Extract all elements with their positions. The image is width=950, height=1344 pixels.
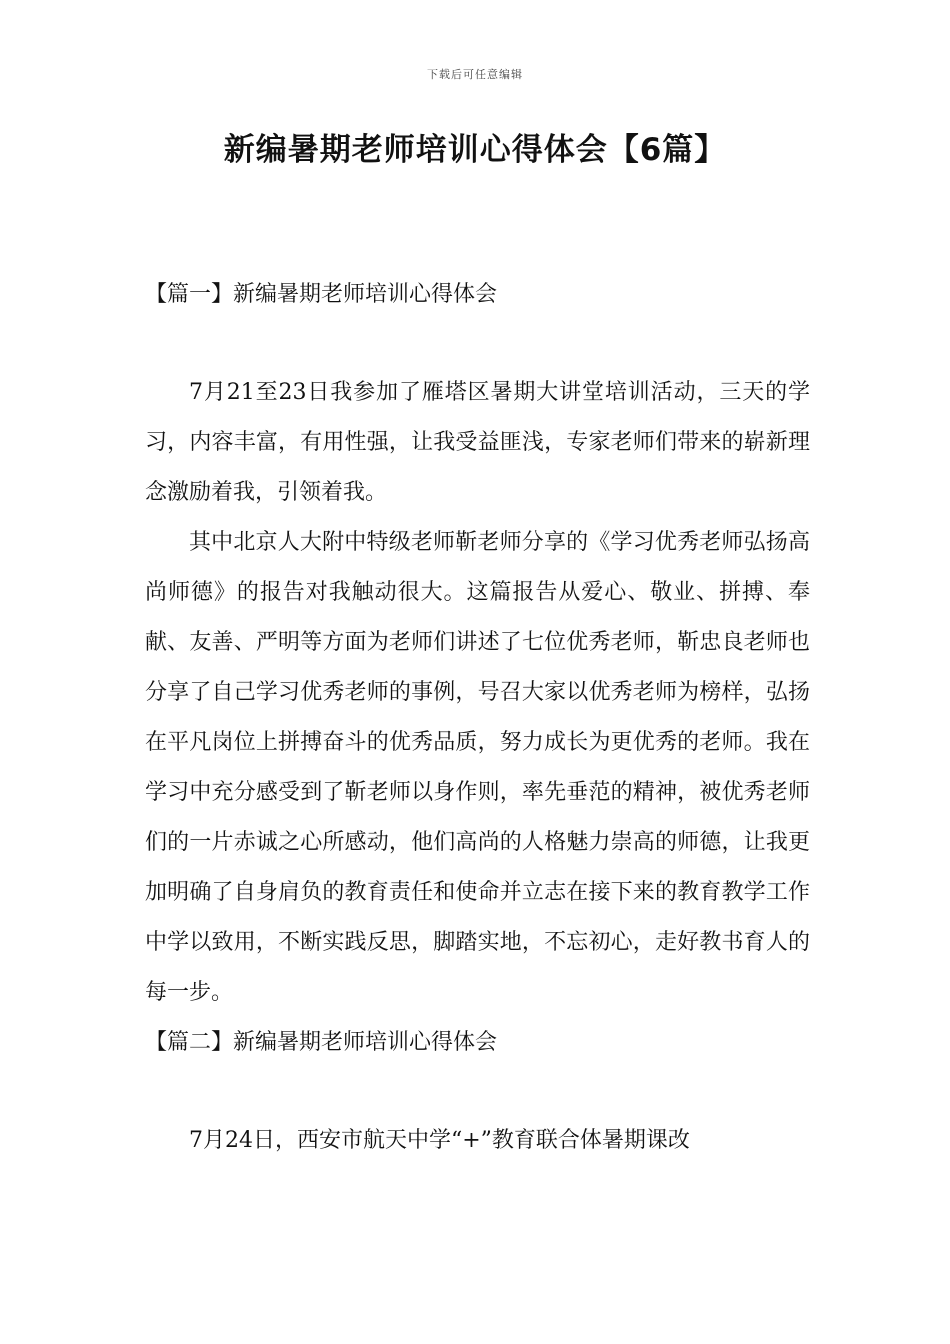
- document-body: [145, 270, 810, 1166]
- section-1-paragraph-1: 7月21至23日我参加了雁塔区暑期大讲堂培训活动，三天的学习，内容丰富，有用性强，让我受益匪浅，专家老师们带来的崭新理念激励着我，引领着我。: [145, 380, 810, 505]
- spacer: [145, 320, 810, 368]
- section-1-paragraph-2: 其中北京人大附中特级老师靳老师分享的《学习优秀老师弘扬高尚师德》的报告对我触动很大。这篇报告从爱心、敬业、拼搏、奉献、友善、严明等方面为老师们讲述了七位优秀老师，靳忠良老师也分享了自己学习优秀老师的事例，号召大家以优秀老师为榜样，弘扬在平凡岗位上拼搏奋斗的优秀品质，努力成长为更优秀的老师。我在学习中充分感受到了靳老师以身作则，率先垂范的精神，被优秀老师们的一片赤诚之心所感动，他们高尚的人格魅力崇高的师德，让我更加明确了自身肩负的教育责任和使命并立志在接下来的教育教学工作中学以致用，不断实践反思，脚踏实地，不忘初心，走好教书育人的每一步。: [145, 530, 810, 1005]
- header-note: 下载后可任意编辑: [427, 68, 523, 81]
- section-2-paragraph-1: 7月24日，西安市航天中学“+”教育联合体暑期课改: [189, 1128, 690, 1153]
- section-heading-1: 【篇一】新编暑期老师培训心得体会: [145, 282, 498, 307]
- document-title: 新编暑期老师培训心得体会【6篇】: [223, 132, 727, 168]
- spacer: [145, 1068, 810, 1116]
- section-heading-2: 【篇二】新编暑期老师培训心得体会: [145, 1030, 498, 1055]
